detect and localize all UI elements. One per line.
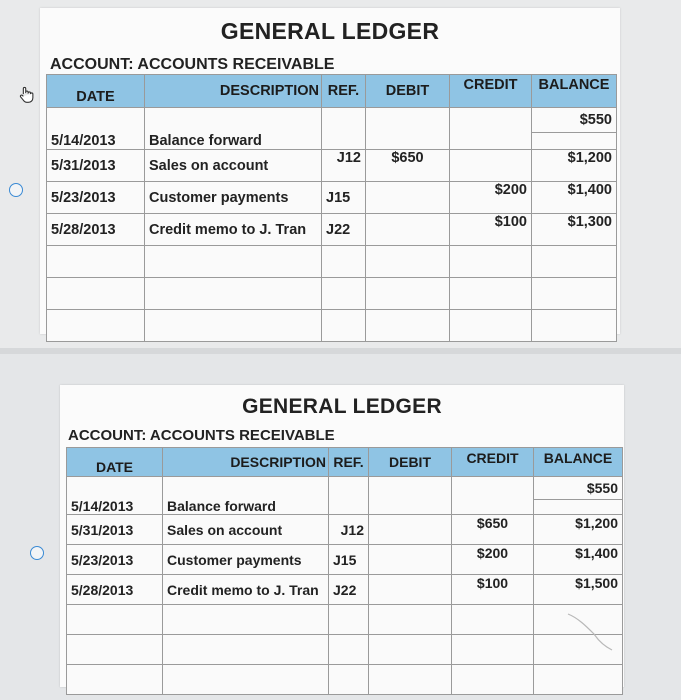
cell-credit — [450, 150, 532, 182]
cell-date: 5/31/2013 — [67, 515, 163, 545]
table-row-empty — [67, 665, 623, 695]
cell-debit — [369, 477, 452, 515]
header-debit: DEBIT — [366, 75, 450, 108]
header-date: DATE — [47, 75, 145, 108]
cell-date: 5/31/2013 — [47, 150, 145, 182]
cell-credit: $100 — [452, 575, 534, 605]
ledger-title: GENERAL LEDGER — [220, 18, 440, 44]
header-credit: CREDIT — [452, 448, 534, 477]
header-balance: BALANCE — [534, 448, 623, 477]
header-credit: CREDIT — [450, 75, 532, 108]
cell-debit — [366, 182, 450, 214]
cell-debit: $650 — [366, 150, 450, 182]
cell-balance: $1,400 — [532, 182, 617, 214]
cell-date: 5/28/2013 — [67, 575, 163, 605]
cell-credit — [450, 108, 532, 150]
header-ref: REF. — [329, 448, 369, 477]
header-debit: DEBIT — [369, 448, 452, 477]
ledger-table — [46, 74, 617, 342]
header-ref: REF. — [322, 75, 366, 108]
cell-ref: J12 — [329, 515, 369, 545]
cell-balance: $550 — [534, 477, 623, 500]
cell-ref: J15 — [329, 545, 369, 575]
table-row — [47, 108, 617, 133]
cell-balance: $1,400 — [534, 545, 623, 575]
cell-balance-empty — [534, 500, 623, 515]
cell-debit — [369, 575, 452, 605]
table-row — [47, 182, 617, 214]
header-description: DESCRIPTION — [145, 75, 322, 108]
table-row — [67, 515, 623, 545]
cell-credit: $650 — [452, 515, 534, 545]
option-2-radio[interactable] — [30, 546, 44, 560]
cell-description: Balance forward — [163, 477, 329, 515]
table-row-empty — [47, 278, 617, 310]
cell-debit — [369, 545, 452, 575]
cell-debit — [366, 108, 450, 150]
option-divider — [0, 348, 681, 354]
cell-debit — [366, 214, 450, 246]
table-row — [67, 545, 623, 575]
option-1-radio[interactable] — [9, 183, 23, 197]
ledger-account-label: ACCOUNT: ACCOUNTS RECEIVABLE — [68, 427, 335, 444]
hand-pointer-icon — [16, 84, 38, 106]
cell-date: 5/23/2013 — [67, 545, 163, 575]
table-row-empty — [67, 635, 623, 665]
cell-balance: $1,200 — [532, 150, 617, 182]
table-header-row — [47, 75, 617, 108]
ledger-option-2 — [60, 385, 624, 687]
cell-date: 5/14/2013 — [67, 477, 163, 515]
table-row — [67, 477, 623, 500]
table-row — [67, 575, 623, 605]
cell-date: 5/23/2013 — [47, 182, 145, 214]
cell-ref — [329, 477, 369, 515]
cell-debit — [369, 515, 452, 545]
header-description: DESCRIPTION — [163, 448, 329, 477]
cell-credit: $200 — [450, 182, 532, 214]
table-row — [47, 214, 617, 246]
cell-balance: $550 — [532, 108, 617, 133]
table-header-row — [67, 448, 623, 477]
ledger-account-label: ACCOUNT: ACCOUNTS RECEIVABLE — [50, 56, 335, 73]
cell-ref: J15 — [322, 182, 366, 214]
cell-description: Sales on account — [145, 150, 322, 182]
cell-description: Credit memo to J. Tran — [145, 214, 322, 246]
cell-date: 5/28/2013 — [47, 214, 145, 246]
header-date: DATE — [67, 448, 163, 477]
cell-ref — [322, 108, 366, 150]
cell-credit: $200 — [452, 545, 534, 575]
ledger-title: GENERAL LEDGER — [242, 395, 442, 418]
cell-description: Customer payments — [145, 182, 322, 214]
cell-credit: $100 — [450, 214, 532, 246]
cell-balance: $1,500 — [534, 575, 623, 605]
cell-ref: J22 — [322, 214, 366, 246]
table-row — [47, 150, 617, 182]
table-row-empty — [47, 310, 617, 342]
cell-balance: $1,300 — [532, 214, 617, 246]
header-balance: BALANCE — [532, 75, 617, 108]
cell-description: Sales on account — [163, 515, 329, 545]
cell-balance: $1,200 — [534, 515, 623, 545]
cell-balance-empty — [532, 133, 617, 150]
cell-ref: J22 — [329, 575, 369, 605]
table-row-empty — [47, 246, 617, 278]
cell-ref: J12 — [322, 150, 366, 182]
cell-date: 5/14/2013 — [47, 108, 145, 150]
cell-description: Balance forward — [145, 108, 322, 150]
cell-description: Customer payments — [163, 545, 329, 575]
cell-credit — [452, 477, 534, 515]
pen-mark-icon — [560, 600, 620, 660]
table-row-empty — [67, 605, 623, 635]
ledger-option-1 — [40, 8, 620, 334]
cell-description: Credit memo to J. Tran — [163, 575, 329, 605]
ledger-table — [66, 447, 623, 695]
